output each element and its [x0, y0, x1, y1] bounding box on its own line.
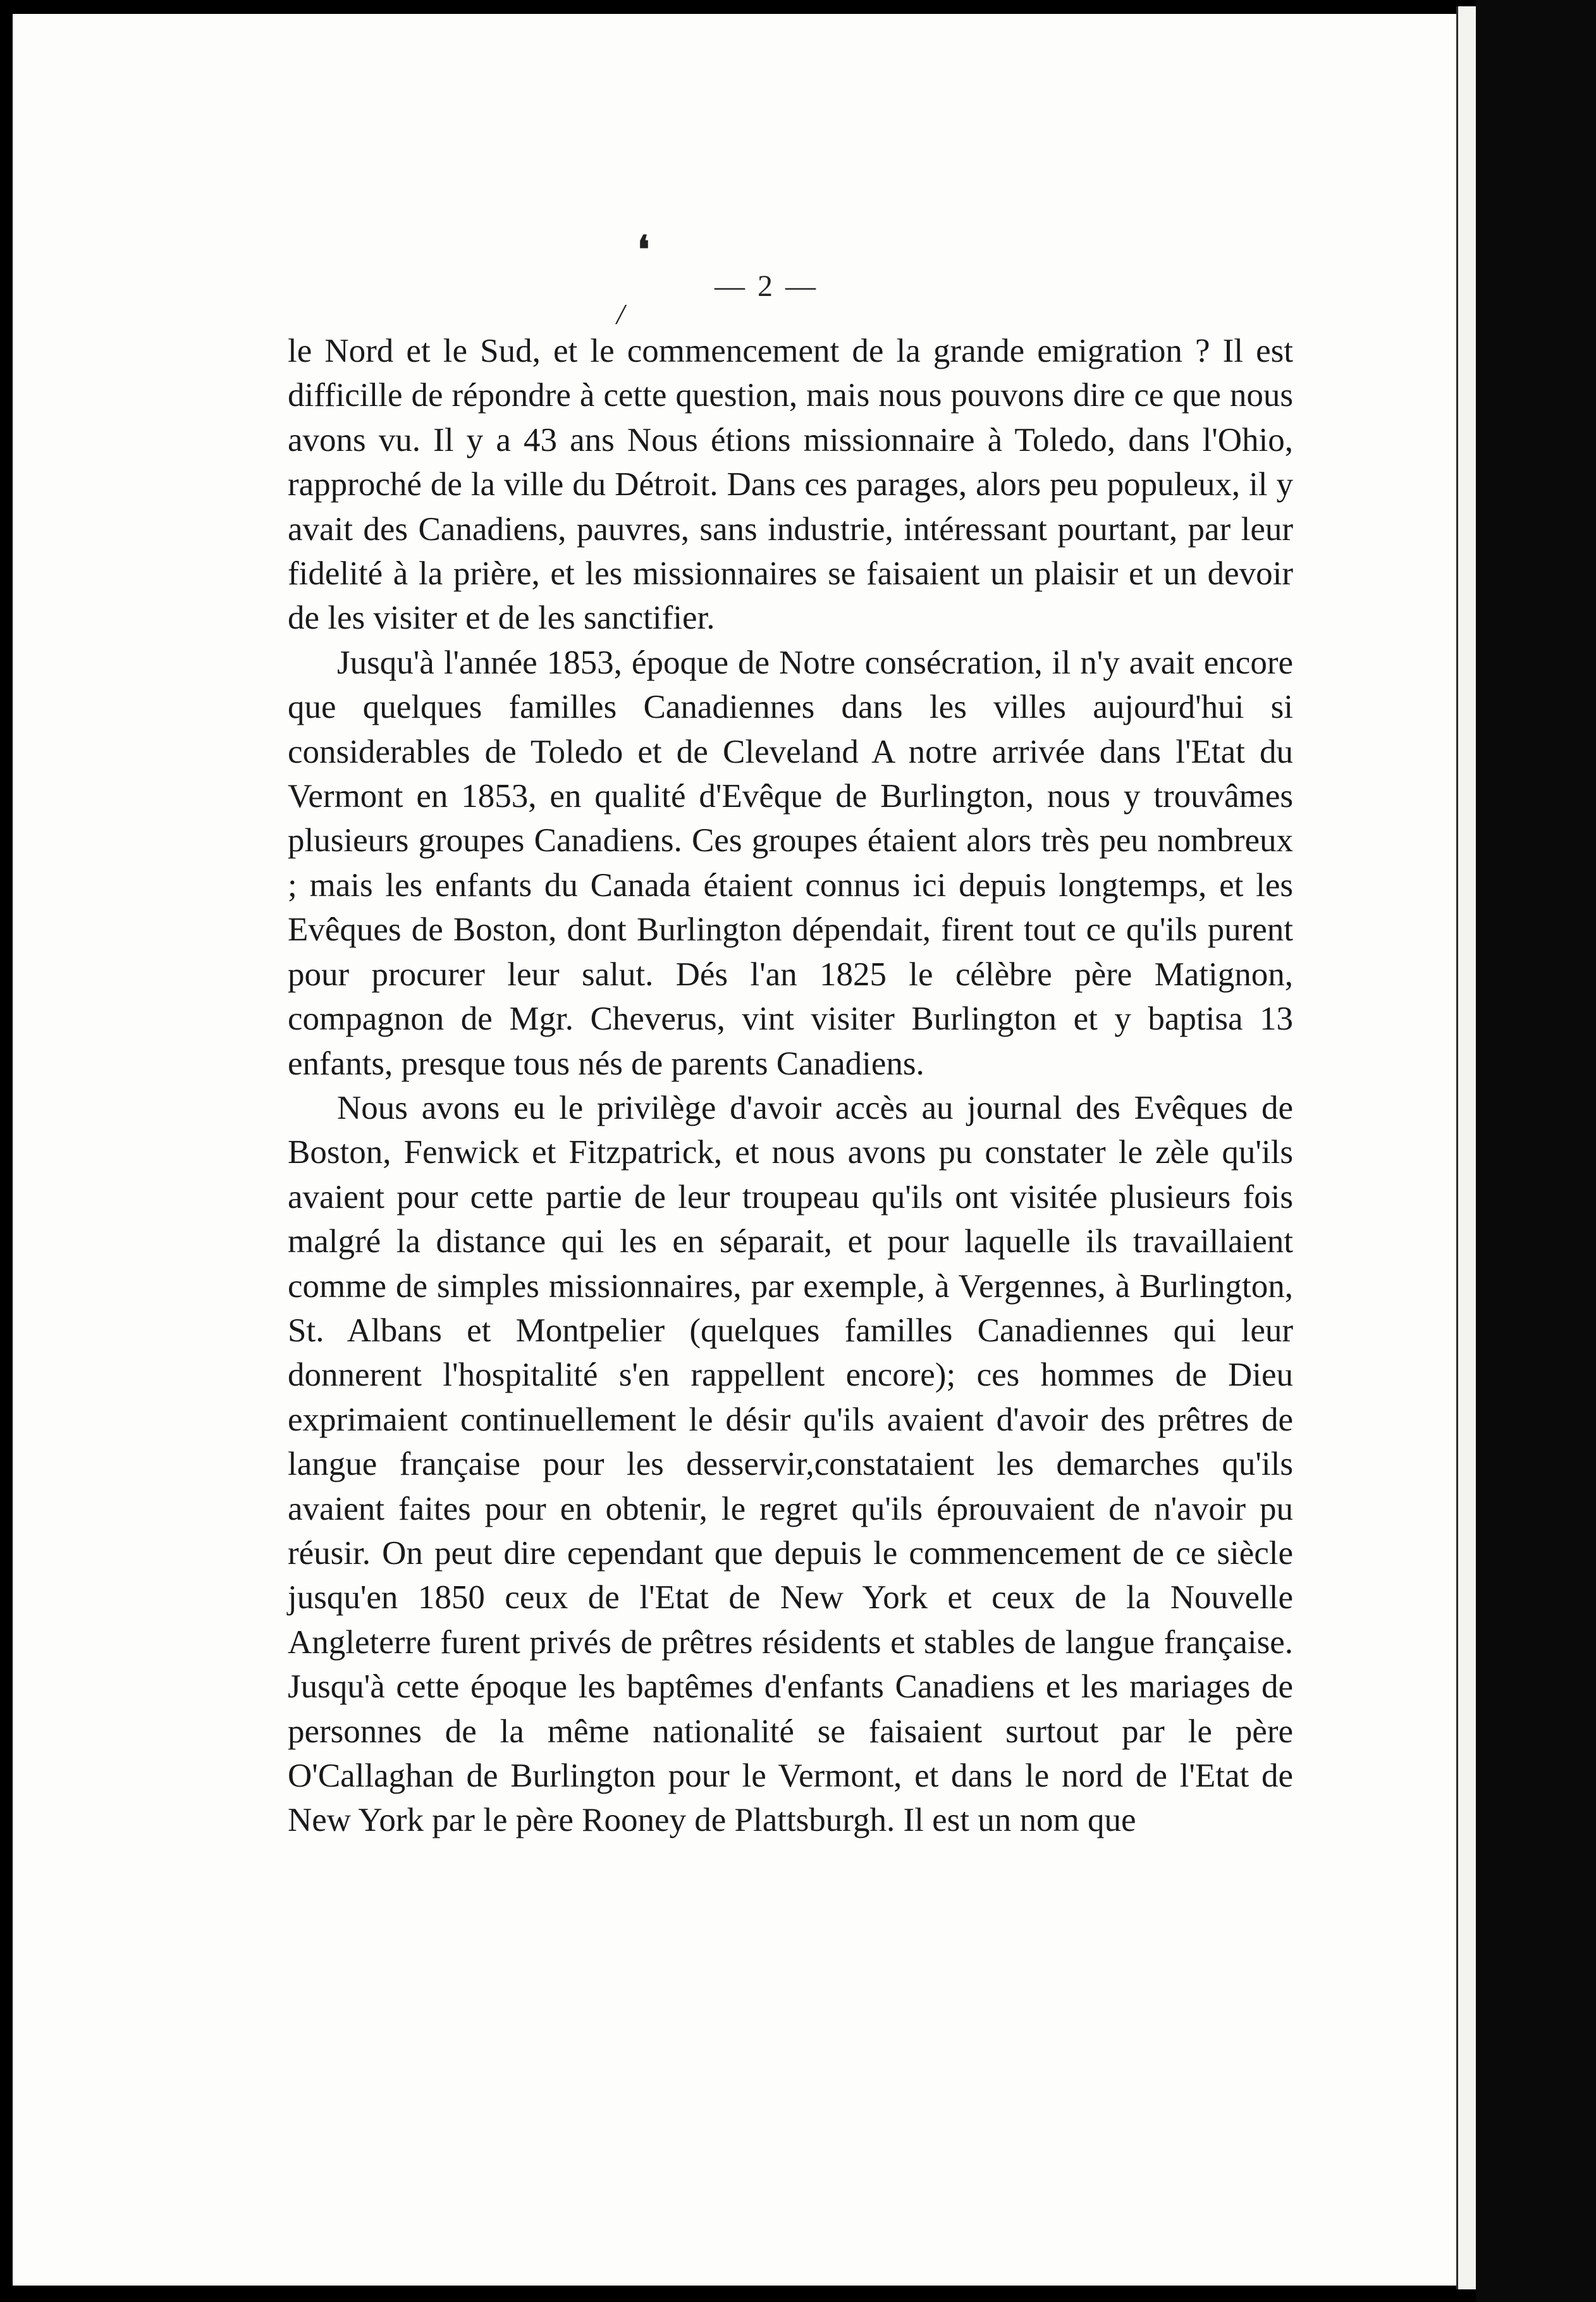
scan-border: [1476, 0, 1596, 2302]
ink-mark: ❛: [637, 229, 650, 271]
paragraph: Jusqu'à l'année 1853, époque de Notre consécration, il n'y avait encore que quelques familles Canadiennes dans les villes aujourd'hui si considerables de Toledo et de Cleveland A notre arrivée dans l'Etat du Vermont en 1853, en qualité d'Evêque de Burlington, nous y trouvâmes plusieurs groupes Canadiens. Ces groupes étaient alors très peu nombreux ; mais les enfants du Canada étaient connus ici depuis longtemps, et les Evêques de Boston, dont Burlington dépendait, firent tout ce qu'ils purent pour procurer leur salut. Dés l'an 1825 le célèbre père Matignon, compagnon de Mgr. Cheverus, vint visiter Burlington et y baptisa 13 enfants, presque tous nés de parents Canadiens.: [288, 644, 1293, 1082]
facing-page-edge: [1456, 6, 1476, 2289]
paragraph: Nous avons eu le privilège d'avoir accès au journal des Evêques de Boston, Fenwick et Fitzpatrick, et nous avons pu constater le zèle qu'ils avaient pour cette partie de leur troupeau qu'ils ont visitée plusieurs fois malgré la distance qui les en séparait, et pour laquelle ils travaillaient comme de simples missionnaires, par exemple, à Vergennes, à Burlington, St. Albans et Montpelier (quelques familles Canadiennes qui leur donnerent l'hospitalité s'en rappellent encore); ces hommes de Dieu exprimaient continuellement le désir qu'ils avaient d'avoir des prêtres de langue française pour les desservir,constataient les demarches qu'ils avaient faites pour en obtenir, le regret qu'ils éprouvaient de n'avoir pu réusir. On peut dire cependant que depuis le commencement de ce siècle jusqu'en 1850 ceux de l'Etat de New York et ceux de la Nouvelle Angleterre furent privés de prêtres résidents et stables de langue française. Jusqu'à cette époque les baptêmes d'enfants Canadiens et les mariages de personnes de la même nationalité se faisaient surtout par le père O'Callaghan de Burlington pour le Vermont, et dans le nord de l'Etat de New York par le père Rooney de Plattsburgh. Il est un nom que: [288, 1089, 1293, 1839]
body-text: [288, 329, 1293, 1843]
page-number: — 2 —: [715, 269, 818, 303]
ink-mark: /: [617, 298, 625, 330]
paragraph: le Nord et le Sud, et le commencement de la grande emigration ? Il est difficille de répondre à cette question, mais nous pouvons dire ce que nous avons vu. Il y a 43 ans Nous étions missionnaire à Toledo, dans l'Ohio, rapproché de la ville du Détroit. Dans ces parages, alors peu populeux, il y avait des Canadiens, pauvres, sans industrie, intéressant pourtant, par leur fidelité à la prière, et les missionnaires se faisaient un plaisir et un devoir de les visiter et de les sanctifier.: [288, 333, 1293, 637]
